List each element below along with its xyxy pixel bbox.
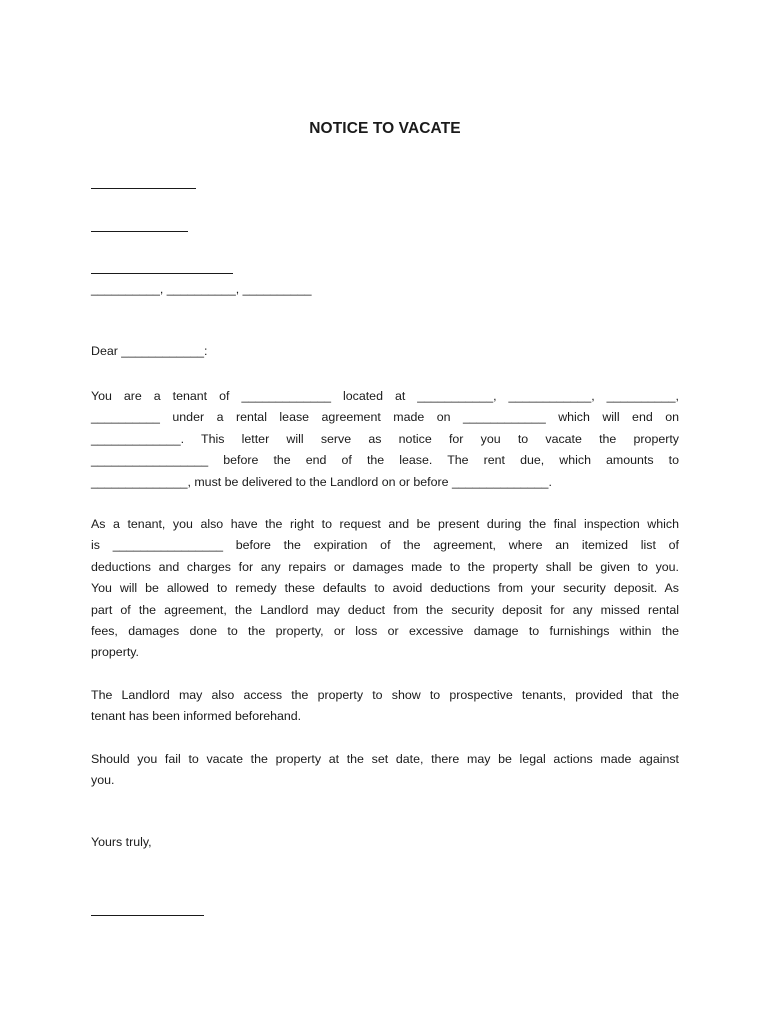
- paragraph-line: deductions and charges for any repairs or damages made to the property shall be given to you.: [91, 559, 679, 574]
- paragraph-line: part of the agreement, the Landlord may deduct from the security deposit for any missed rental: [91, 602, 679, 617]
- paragraph-line: _____________. This letter will serve as notice for you to vacate the property: [91, 431, 679, 446]
- paragraph-line: _________________ before the end of the lease. The rent due, which amounts to: [91, 453, 679, 468]
- paragraph-line: You are a tenant of _____________ located at ___________, ____________, __________,: [91, 389, 679, 403]
- paragraph-line: ______________, must be delivered to the Landlord on or before ______________.: [91, 474, 552, 489]
- paragraph-line: tenant has been informed beforehand.: [91, 709, 302, 724]
- closing-line: Yours truly,: [91, 835, 152, 849]
- paragraph-legal-action: [91, 749, 679, 792]
- signature-blank-line: [91, 915, 204, 916]
- paragraph-inspection-rights: [91, 514, 679, 664]
- paragraph-line: you.: [91, 773, 115, 788]
- paragraph-line: The Landlord may also access the property to show to prospective tenants, provided that the: [91, 688, 679, 702]
- paragraph-line: You will be allowed to remedy these defaults to avoid deductions from your security deposit. As: [91, 581, 679, 596]
- paragraph-line: As a tenant, you also have the right to request and be present during the final inspection which: [91, 517, 679, 531]
- date-blank-line: [91, 188, 196, 189]
- paragraph-line: fees, damages done to the property, or loss or excessive damage to furnishings within the: [91, 624, 679, 639]
- city-state-zip-line: __________, __________, __________: [91, 282, 312, 296]
- paragraph-tenancy-notice: [91, 386, 679, 493]
- paragraph-line: property.: [91, 645, 139, 660]
- paragraph-landlord-access: [91, 685, 679, 728]
- paragraph-line: is ________________ before the expiration of the agreement, where an itemized list of: [91, 538, 679, 553]
- paragraph-line: Should you fail to vacate the property at the set date, there may be legal actions made against: [91, 752, 679, 766]
- street-address-blank-line: [91, 273, 233, 274]
- document-title: NOTICE TO VACATE: [309, 120, 461, 137]
- recipient-name-blank-line: [91, 231, 188, 232]
- paragraph-line: __________ under a rental lease agreement made on ____________ which will end on: [91, 410, 679, 425]
- salutation: Dear ____________:: [91, 344, 208, 358]
